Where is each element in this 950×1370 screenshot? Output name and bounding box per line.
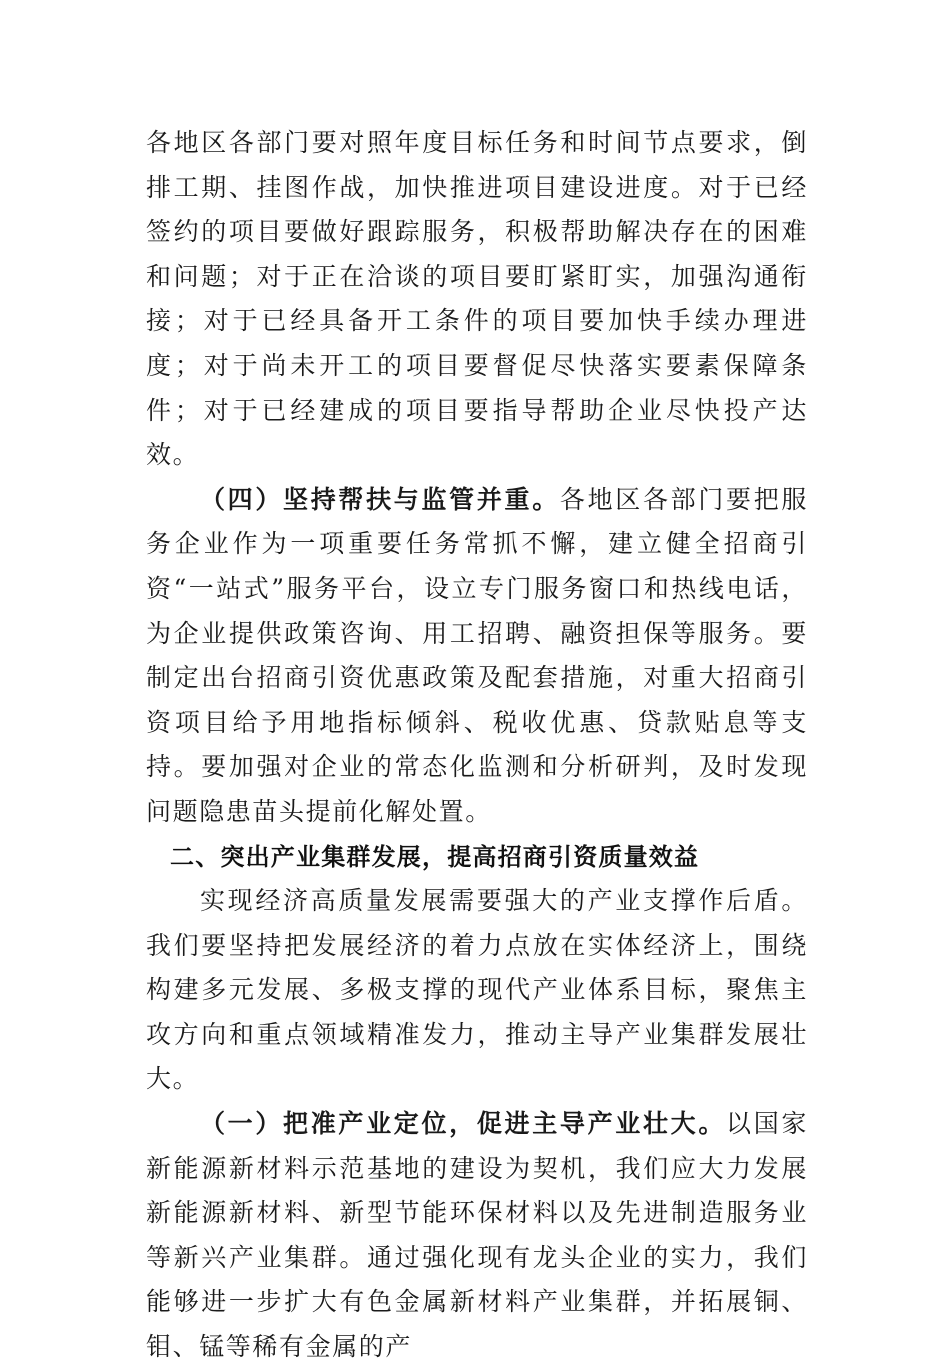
paragraph-lead-heading: （一）把准产业定位，促进主导产业壮大。 — [200, 1109, 727, 1139]
paragraph-text: 各地区各部门要对照年度目标任务和时间节点要求，倒排工期、挂图作战，加快推进项目建设进度。对于已经签约的项目要做好跟踪服务，积极帮助解决存在的困难和问题；对于正在洽谈的项目要盯紧盯实，加强沟通衔接；对于已经具备开工条件的项目要加快手续办理进度；对于尚未开工的项目要督促尽快落实要素保障条件；对于已经建成的项目要指导帮助企业尽快投产达效。 — [146, 128, 808, 470]
paragraph-text: 以国家新能源新材料示范基地的建设为契机，我们应大力发展新能源新材料、新型节能环保材料以及先进制造服务业等新兴产业集群。通过强化现有龙头企业的实力，我们能够进一步扩大有色金属新材料产业集群，并拓展铜、钼、锰等稀有金属的产 — [146, 1109, 808, 1362]
paragraph-support-and-supervision — [146, 478, 808, 835]
section-heading-two: 二、突出产业集群发展，提高招商引资质量效益 — [170, 842, 700, 871]
paragraph-text: 实现经济高质量发展需要强大的产业支撑作后盾。我们要坚持把发展经济的着力点放在实体经济上，围绕构建多元发展、多极支撑的现代产业体系目标，聚焦主攻方向和重点领域精准发力，推动主导产业集群发展壮大。 — [146, 886, 808, 1094]
paragraph-industry-positioning — [146, 1102, 808, 1370]
document-body — [146, 121, 808, 1370]
paragraph-industry-support — [146, 879, 808, 1102]
paragraph-text: 各地区各部门要把服务企业作为一项重要任务常抓不懈，建立健全招商引资“一站式”服务平台，设立专门服务窗口和热线电话，为企业提供政策咨询、用工招聘、融资担保等服务。要制定出台招商引资优惠政策及配套措施，对重大招商引资项目给予用地指标倾斜、税收优惠、贷款贴息等支持。要加强对企业的常态化监测和分析研判，及时发现问题隐患苗头提前化解处置。 — [146, 484, 808, 826]
paragraph-lead-heading: （四）坚持帮扶与监管并重。 — [200, 484, 560, 514]
paragraph-project-progress — [146, 121, 808, 478]
